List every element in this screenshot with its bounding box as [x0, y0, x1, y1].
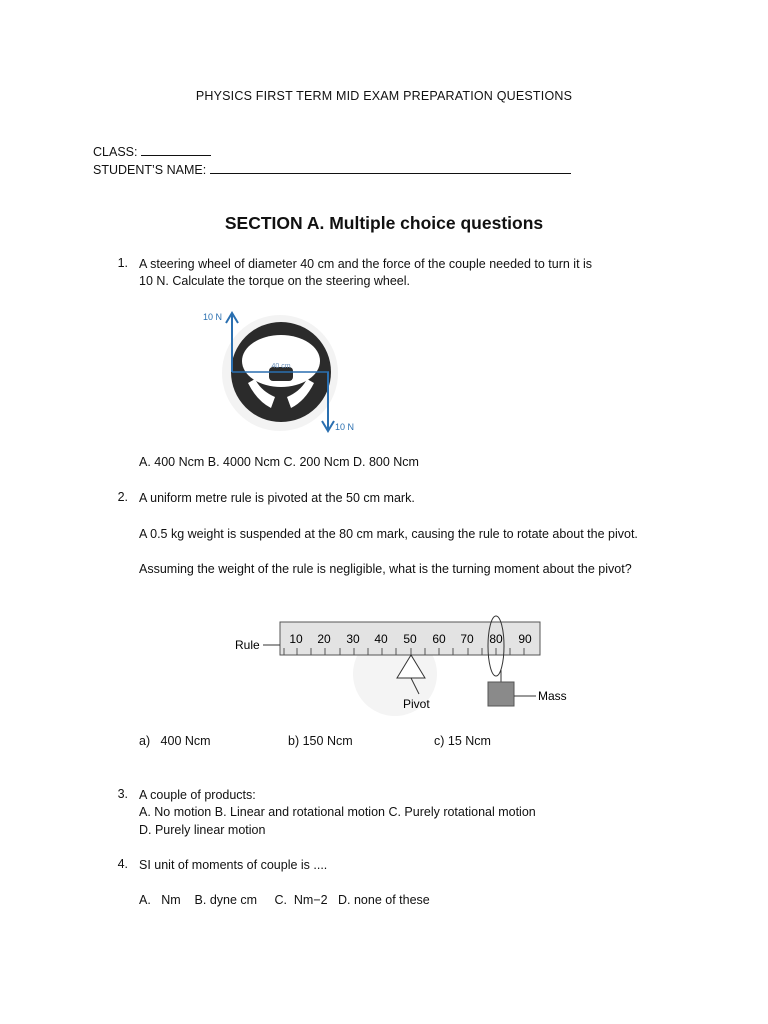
question-1-line-1: A steering wheel of diameter 40 cm and the force of the couple needed to turn it is [139, 257, 593, 271]
scale-label-60: 60 [432, 632, 446, 646]
rule-label: Rule [235, 638, 260, 652]
option-text: 150 Ncm [302, 734, 353, 748]
question-2-option-b [288, 734, 353, 748]
question-2-intro: A uniform metre rule is pivoted at the 50 cm mark. [139, 491, 415, 505]
question-1-line-2: 10 N. Calculate the torque on the steering wheel. [139, 274, 411, 288]
scale-label-30: 30 [346, 632, 360, 646]
question-3-options-line-2: D. Purely linear motion [139, 823, 266, 837]
question-2-option-c [434, 734, 491, 748]
option-letter: c) [434, 734, 445, 748]
scale-label-20: 20 [317, 632, 331, 646]
scale-label-80: 80 [489, 632, 503, 646]
scale-label-90: 90 [518, 632, 532, 646]
option-text: 15 Ncm [447, 734, 491, 748]
question-3-options-line-1: A. No motion B. Linear and rotational motion C. Purely rotational motion [139, 805, 536, 819]
question-4-options: A. Nm B. dyne cm C. Nm−2 D. none of these [139, 893, 430, 907]
mass-block [488, 682, 514, 706]
option-letter: b) [288, 734, 300, 748]
question-1-number: 1. [117, 256, 128, 270]
question-2-paragraph-1: A 0.5 kg weight is suspended at the 80 cm mark, causing the rule to rotate about the pivot. [139, 527, 638, 541]
student-name-field [93, 161, 571, 177]
scale-label-10: 10 [289, 632, 303, 646]
student-name-blank-line [210, 161, 571, 174]
force-top-label: 10 N [203, 312, 223, 322]
question-3-number: 3. [117, 787, 128, 801]
scale-label-70: 70 [460, 632, 474, 646]
question-1-options: A. 400 Ncm B. 4000 Ncm C. 200 Ncm D. 800 Ncm [139, 455, 419, 469]
question-4-number: 4. [117, 857, 128, 871]
class-label: CLASS: [93, 145, 138, 159]
student-name-label: STUDENT’S NAME: [93, 163, 207, 177]
option-text: 400 Ncm [160, 734, 211, 748]
force-bottom-label: 10 N [335, 422, 355, 432]
question-2-number: 2. [117, 490, 128, 504]
option-letter: a) [139, 734, 151, 748]
question-2-option-a [139, 734, 211, 748]
metre-rule-figure [225, 612, 575, 717]
question-2-paragraph-2: Assuming the weight of the rule is negligible, what is the turning moment about the pivot? [139, 562, 632, 576]
page-title: PHYSICS FIRST TERM MID EXAM PREPARATION QUESTIONS [195, 89, 573, 103]
class-field [93, 143, 211, 159]
question-3-text: A couple of products: [139, 788, 256, 802]
scale-label-40: 40 [374, 632, 388, 646]
section-heading: SECTION A. Multiple choice questions [224, 213, 544, 233]
pivot-label: Pivot [403, 697, 430, 711]
diameter-label: 40 cm [271, 363, 291, 370]
question-4-text: SI unit of moments of couple is .... [139, 858, 328, 872]
mass-label: Mass [538, 689, 567, 703]
steering-wheel-figure [195, 305, 365, 440]
class-blank-line [141, 143, 211, 156]
scale-label-50: 50 [403, 632, 417, 646]
